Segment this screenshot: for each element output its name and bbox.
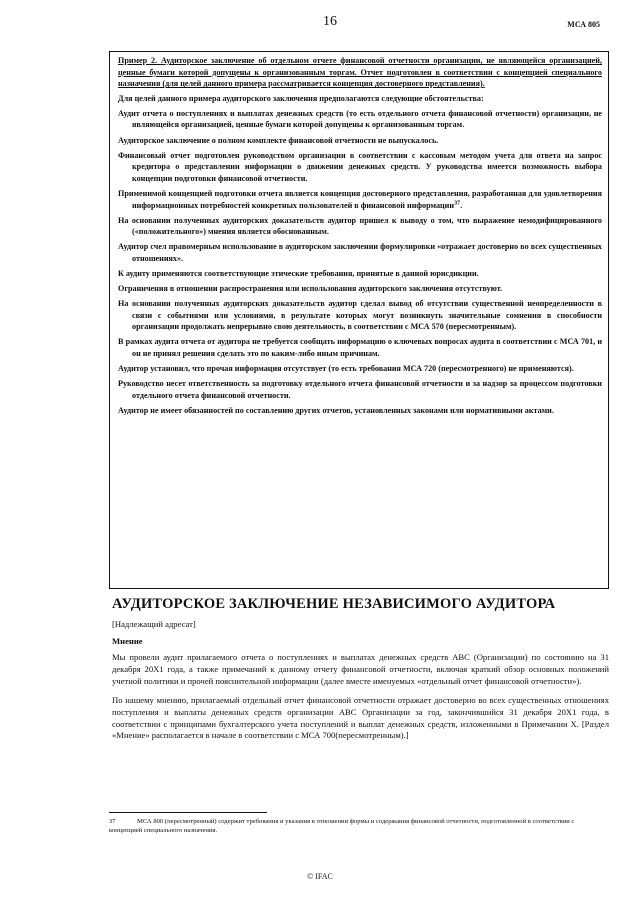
auditor-report (109, 596, 609, 749)
list-item: Ограничения в отношении распространения или использования аудиторского заключения отсутствуют. (118, 284, 503, 294)
report-heading: АУДИТОРСКОЕ ЗАКЛЮЧЕНИЕ НЕЗАВИСИМОГО АУДИТОРА (112, 596, 556, 612)
list-item: Аудитор установил, что прочая информация отсутствует (то есть требования МСА 720 (пересмотренного) не применяются). (118, 364, 574, 374)
circumstances-list (118, 108, 602, 417)
list-item: Аудит отчета о поступлениях и выплатах денежных средств (то есть отдельного отчета финансовой отчетности) организации, не являющейся организацией, ценные бумаги которой допущены к организованным торгам. (118, 108, 602, 130)
copyright-footer: © IFAC (307, 872, 333, 881)
list-item: Аудитор счел правомерным использование в аудиторском заключении формулировки «отражает достоверно во всех существенных отношениях». (118, 242, 602, 263)
footnote-reference[interactable]: 37 (454, 199, 461, 206)
opinion-paragraph-2: По нашему мнению, прилагаемый отдельный отчет финансовой отчетности отражает достоверно во всех существенных отношениях поступления и выплаты денежных средств организации АВС Организации за год, закончившийся 31 декабря 20X1 года, в соответствии с принципами бухгалтерского учета поступлений и выплат денежных средств, изложенными в Примечании X. [Раздел «Мнение» располагается в начале в соответствии с МСА 700(пересмотренным).] (112, 694, 609, 741)
footnote-text: МСА 800 (пересмотренный) содержит требования и указания в отношении формы и содержания финансовой отчетности, подготовленной в соответствии с концепцией специального назначения. (109, 818, 575, 835)
list-item (118, 188, 602, 211)
list-item: Аудитор не имеет обязанностей по составлению других отчетов, установленных законами или нормативными актами. (118, 405, 554, 415)
list-item-end: . (460, 200, 463, 210)
list-item: Руководство несет ответственность за подготовку отдельного отчета финансовой отчетности и за надзор за процессом подготовки отдельного отчета финансовой отчетности. (118, 379, 602, 400)
footnote-number: 37 (109, 818, 116, 825)
footnote (109, 817, 609, 836)
example-box (109, 51, 609, 589)
addressee: [Надлежащий адресат] (112, 619, 196, 629)
list-item: На основании полученных аудиторских доказательств аудитор пришел к выводу о том, что выражение немодифицированного («положительного») мнения является обоснованным. (118, 215, 602, 237)
list-item: Финансовый отчет подготовлен руководством организации в соответствии с кассовым методом учета для ответа на запрос кредитора о представлении информации о движении денежных средств. У руководства имеется возможность выбора концепции подготовки финансовой отчетности. (118, 150, 602, 183)
list-item-text: Применимой концепцией подготовки отчета является концепция достоверного представления, разработанная для удовлетворения информационных потребностей конкретных пользователей в финансовой информации (118, 188, 602, 210)
list-item: Аудиторское заключение о полном комплекте финансовой отчетности не выпускалось. (118, 135, 439, 145)
page-number: 16 (323, 14, 337, 29)
opinion-paragraph-1: Мы провели аудит прилагаемого отчета о поступлениях и выплатах денежных средств АВС (Организации) по состоянию на 31 декабря 20X1 года, а также примечаний к данному отчету финансовой отчетности, включая краткий обзор основных положений учетной политики и прочей пояснительной информации (далее вместе именуемых «отдельный отчет финансовой отчетности»). (112, 652, 609, 686)
list-item: В рамках аудита отчета от аудитора не требуется сообщать информацию о ключевых вопросах аудита в соответствии с МСА 701, и он не принял решения сделать это по каким-либо иным причинам. (118, 337, 602, 359)
example-intro: Для целей данного примера аудиторского заключения предполагаются следующие обстоятельства: (118, 93, 484, 103)
list-item: К аудиту применяются соответствующие этические требования, принятые в данной юрисдикции. (118, 269, 479, 278)
example-title: Пример 2. Аудиторское заключение об отдельном отчете финансовой отчетности организации, не являющейся организацией, ценные бумаги которой допущены к организованным торгам. Отчет подготовлен в соответствии с концепцией специального назначения (для целей данного примера рассматривается концепция достоверного представления). (118, 56, 602, 89)
opinion-heading: Мнение (112, 636, 143, 646)
list-item: На основании полученных аудиторских доказательств аудитор сделал вывод об отсутствии существенной неопределенности в связи с событиями или условиями, в результате которых могут возникнуть значительные сомнения в способности организации продолжать непрерывно свою деятельность, в соответствии с МСА 570 (пересмотренным). (118, 299, 602, 332)
document-code: МСА 805 (567, 20, 600, 29)
footnote-divider (109, 812, 267, 813)
